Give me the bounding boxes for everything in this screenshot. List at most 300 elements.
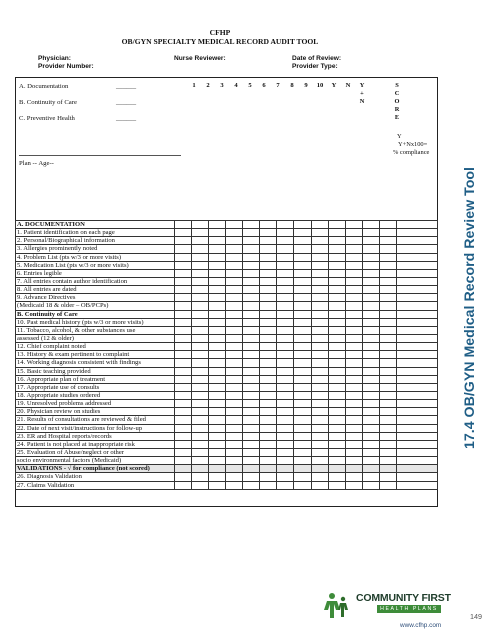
check-cell[interactable]	[345, 400, 362, 408]
check-cell[interactable]	[243, 465, 260, 473]
check-cell[interactable]	[311, 269, 328, 277]
check-cell[interactable]	[277, 440, 294, 448]
check-cell[interactable]	[345, 261, 362, 269]
check-cell[interactable]	[192, 465, 209, 473]
check-cell[interactable]	[328, 277, 345, 285]
check-cell[interactable]	[243, 440, 260, 448]
check-cell[interactable]	[328, 440, 345, 448]
check-cell[interactable]	[192, 457, 209, 465]
check-cell[interactable]	[328, 448, 345, 456]
check-cell[interactable]	[277, 408, 294, 416]
check-cell[interactable]	[328, 457, 345, 465]
score-cell[interactable]	[397, 326, 438, 334]
check-cell[interactable]	[311, 343, 328, 351]
check-cell[interactable]	[226, 326, 243, 334]
check-cell[interactable]	[379, 400, 396, 408]
check-cell[interactable]	[362, 400, 379, 408]
summary-continuity-blank[interactable]: ______	[116, 99, 137, 106]
check-cell[interactable]	[379, 221, 396, 229]
check-cell[interactable]	[192, 294, 209, 302]
check-cell[interactable]	[209, 432, 226, 440]
check-cell[interactable]	[260, 253, 277, 261]
check-cell[interactable]	[379, 318, 396, 326]
check-cell[interactable]	[209, 286, 226, 294]
check-cell[interactable]	[260, 416, 277, 424]
check-cell[interactable]	[311, 277, 328, 285]
check-cell[interactable]	[192, 269, 209, 277]
check-cell[interactable]	[345, 457, 362, 465]
check-cell[interactable]	[226, 375, 243, 383]
check-cell[interactable]	[379, 302, 396, 310]
check-cell[interactable]	[226, 391, 243, 399]
check-cell[interactable]	[379, 465, 396, 473]
check-cell[interactable]	[192, 416, 209, 424]
check-cell[interactable]	[362, 221, 379, 229]
check-cell[interactable]	[175, 408, 192, 416]
check-cell[interactable]	[226, 286, 243, 294]
check-cell[interactable]	[175, 261, 192, 269]
check-cell[interactable]	[226, 416, 243, 424]
check-cell[interactable]	[311, 318, 328, 326]
check-cell[interactable]	[311, 359, 328, 367]
check-cell[interactable]	[209, 343, 226, 351]
check-cell[interactable]	[379, 351, 396, 359]
check-cell[interactable]	[209, 383, 226, 391]
check-cell[interactable]	[345, 359, 362, 367]
check-cell[interactable]	[192, 400, 209, 408]
check-cell[interactable]	[226, 424, 243, 432]
check-cell[interactable]	[379, 286, 396, 294]
check-cell[interactable]	[243, 310, 260, 318]
score-cell[interactable]	[397, 383, 438, 391]
check-cell[interactable]	[175, 221, 192, 229]
check-cell[interactable]	[362, 310, 379, 318]
score-cell[interactable]	[397, 343, 438, 351]
check-cell[interactable]	[328, 416, 345, 424]
check-cell[interactable]	[294, 359, 311, 367]
check-cell[interactable]	[362, 351, 379, 359]
check-cell[interactable]	[226, 253, 243, 261]
check-cell[interactable]	[226, 334, 243, 342]
check-cell[interactable]	[379, 359, 396, 367]
check-cell[interactable]	[362, 391, 379, 399]
check-cell[interactable]	[175, 457, 192, 465]
check-cell[interactable]	[311, 481, 328, 489]
check-cell[interactable]	[328, 424, 345, 432]
check-cell[interactable]	[260, 351, 277, 359]
check-cell[interactable]	[345, 334, 362, 342]
check-cell[interactable]	[209, 269, 226, 277]
check-cell[interactable]	[311, 367, 328, 375]
check-cell[interactable]	[243, 391, 260, 399]
score-cell[interactable]	[397, 334, 438, 342]
check-cell[interactable]	[209, 221, 226, 229]
check-cell[interactable]	[226, 229, 243, 237]
check-cell[interactable]	[226, 481, 243, 489]
check-cell[interactable]	[243, 269, 260, 277]
check-cell[interactable]	[362, 416, 379, 424]
check-cell[interactable]	[345, 277, 362, 285]
check-cell[interactable]	[243, 334, 260, 342]
check-cell[interactable]	[260, 343, 277, 351]
check-cell[interactable]	[175, 351, 192, 359]
check-cell[interactable]	[311, 302, 328, 310]
check-cell[interactable]	[311, 261, 328, 269]
check-cell[interactable]	[328, 294, 345, 302]
check-cell[interactable]	[209, 334, 226, 342]
check-cell[interactable]	[294, 448, 311, 456]
check-cell[interactable]	[243, 416, 260, 424]
check-cell[interactable]	[328, 408, 345, 416]
check-cell[interactable]	[379, 294, 396, 302]
check-cell[interactable]	[260, 408, 277, 416]
check-cell[interactable]	[277, 448, 294, 456]
score-cell[interactable]	[397, 416, 438, 424]
check-cell[interactable]	[192, 237, 209, 245]
check-cell[interactable]	[362, 245, 379, 253]
check-cell[interactable]	[379, 367, 396, 375]
check-cell[interactable]	[260, 310, 277, 318]
summary-documentation-blank[interactable]: ______	[116, 83, 137, 90]
check-cell[interactable]	[311, 473, 328, 481]
check-cell[interactable]	[260, 457, 277, 465]
check-cell[interactable]	[311, 229, 328, 237]
check-cell[interactable]	[175, 481, 192, 489]
check-cell[interactable]	[175, 465, 192, 473]
check-cell[interactable]	[226, 408, 243, 416]
check-cell[interactable]	[294, 261, 311, 269]
check-cell[interactable]	[226, 448, 243, 456]
check-cell[interactable]	[192, 326, 209, 334]
check-cell[interactable]	[192, 408, 209, 416]
check-cell[interactable]	[379, 310, 396, 318]
check-cell[interactable]	[345, 343, 362, 351]
check-cell[interactable]	[311, 221, 328, 229]
check-cell[interactable]	[328, 261, 345, 269]
check-cell[interactable]	[209, 351, 226, 359]
check-cell[interactable]	[209, 481, 226, 489]
check-cell[interactable]	[311, 375, 328, 383]
check-cell[interactable]	[243, 359, 260, 367]
check-cell[interactable]	[260, 294, 277, 302]
check-cell[interactable]	[175, 237, 192, 245]
check-cell[interactable]	[209, 237, 226, 245]
check-cell[interactable]	[226, 400, 243, 408]
score-cell[interactable]	[397, 367, 438, 375]
score-cell[interactable]	[397, 359, 438, 367]
score-cell[interactable]	[397, 465, 438, 473]
check-cell[interactable]	[345, 253, 362, 261]
check-cell[interactable]	[175, 440, 192, 448]
check-cell[interactable]	[379, 375, 396, 383]
check-cell[interactable]	[175, 326, 192, 334]
check-cell[interactable]	[379, 440, 396, 448]
check-cell[interactable]	[345, 408, 362, 416]
check-cell[interactable]	[175, 269, 192, 277]
check-cell[interactable]	[294, 465, 311, 473]
check-cell[interactable]	[362, 237, 379, 245]
check-cell[interactable]	[379, 269, 396, 277]
check-cell[interactable]	[226, 261, 243, 269]
check-cell[interactable]	[226, 457, 243, 465]
summary-preventive-blank[interactable]: ______	[116, 115, 137, 122]
check-cell[interactable]	[192, 334, 209, 342]
check-cell[interactable]	[243, 221, 260, 229]
score-cell[interactable]	[397, 310, 438, 318]
check-cell[interactable]	[328, 400, 345, 408]
check-cell[interactable]	[345, 310, 362, 318]
check-cell[interactable]	[294, 294, 311, 302]
check-cell[interactable]	[260, 359, 277, 367]
check-cell[interactable]	[175, 416, 192, 424]
check-cell[interactable]	[277, 416, 294, 424]
check-cell[interactable]	[379, 424, 396, 432]
check-cell[interactable]	[328, 229, 345, 237]
check-cell[interactable]	[379, 237, 396, 245]
score-cell[interactable]	[397, 294, 438, 302]
check-cell[interactable]	[260, 473, 277, 481]
check-cell[interactable]	[175, 302, 192, 310]
check-cell[interactable]	[345, 302, 362, 310]
check-cell[interactable]	[192, 351, 209, 359]
check-cell[interactable]	[277, 318, 294, 326]
check-cell[interactable]	[362, 408, 379, 416]
check-cell[interactable]	[226, 383, 243, 391]
check-cell[interactable]	[311, 465, 328, 473]
score-cell[interactable]	[397, 408, 438, 416]
check-cell[interactable]	[192, 286, 209, 294]
check-cell[interactable]	[260, 383, 277, 391]
check-cell[interactable]	[294, 440, 311, 448]
check-cell[interactable]	[311, 416, 328, 424]
check-cell[interactable]	[311, 424, 328, 432]
check-cell[interactable]	[294, 277, 311, 285]
check-cell[interactable]	[294, 229, 311, 237]
check-cell[interactable]	[209, 245, 226, 253]
check-cell[interactable]	[294, 253, 311, 261]
check-cell[interactable]	[260, 465, 277, 473]
check-cell[interactable]	[277, 383, 294, 391]
check-cell[interactable]	[260, 261, 277, 269]
check-cell[interactable]	[379, 253, 396, 261]
check-cell[interactable]	[226, 294, 243, 302]
check-cell[interactable]	[362, 473, 379, 481]
check-cell[interactable]	[362, 448, 379, 456]
check-cell[interactable]	[243, 253, 260, 261]
check-cell[interactable]	[260, 245, 277, 253]
check-cell[interactable]	[294, 343, 311, 351]
check-cell[interactable]	[192, 277, 209, 285]
check-cell[interactable]	[192, 367, 209, 375]
check-cell[interactable]	[379, 383, 396, 391]
check-cell[interactable]	[294, 318, 311, 326]
check-cell[interactable]	[379, 432, 396, 440]
check-cell[interactable]	[243, 448, 260, 456]
check-cell[interactable]	[379, 261, 396, 269]
check-cell[interactable]	[379, 229, 396, 237]
check-cell[interactable]	[345, 383, 362, 391]
check-cell[interactable]	[209, 391, 226, 399]
check-cell[interactable]	[226, 473, 243, 481]
check-cell[interactable]	[277, 261, 294, 269]
check-cell[interactable]	[277, 245, 294, 253]
check-cell[interactable]	[328, 286, 345, 294]
check-cell[interactable]	[192, 375, 209, 383]
check-cell[interactable]	[192, 448, 209, 456]
check-cell[interactable]	[260, 302, 277, 310]
check-cell[interactable]	[175, 359, 192, 367]
check-cell[interactable]	[379, 473, 396, 481]
check-cell[interactable]	[277, 473, 294, 481]
check-cell[interactable]	[362, 253, 379, 261]
check-cell[interactable]	[379, 408, 396, 416]
check-cell[interactable]	[362, 383, 379, 391]
check-cell[interactable]	[192, 424, 209, 432]
check-cell[interactable]	[345, 286, 362, 294]
check-cell[interactable]	[345, 294, 362, 302]
check-cell[interactable]	[243, 302, 260, 310]
check-cell[interactable]	[294, 286, 311, 294]
check-cell[interactable]	[209, 253, 226, 261]
check-cell[interactable]	[311, 310, 328, 318]
check-cell[interactable]	[294, 237, 311, 245]
check-cell[interactable]	[209, 261, 226, 269]
check-cell[interactable]	[294, 400, 311, 408]
check-cell[interactable]	[277, 253, 294, 261]
check-cell[interactable]	[345, 448, 362, 456]
score-cell[interactable]	[397, 237, 438, 245]
check-cell[interactable]	[328, 367, 345, 375]
check-cell[interactable]	[243, 375, 260, 383]
check-cell[interactable]	[277, 310, 294, 318]
check-cell[interactable]	[226, 269, 243, 277]
score-cell[interactable]	[397, 457, 438, 465]
check-cell[interactable]	[243, 473, 260, 481]
check-cell[interactable]	[209, 408, 226, 416]
check-cell[interactable]	[175, 448, 192, 456]
check-cell[interactable]	[209, 416, 226, 424]
check-cell[interactable]	[345, 221, 362, 229]
check-cell[interactable]	[277, 269, 294, 277]
check-cell[interactable]	[192, 302, 209, 310]
score-cell[interactable]	[397, 286, 438, 294]
check-cell[interactable]	[209, 440, 226, 448]
check-cell[interactable]	[226, 221, 243, 229]
check-cell[interactable]	[209, 302, 226, 310]
check-cell[interactable]	[294, 269, 311, 277]
check-cell[interactable]	[226, 440, 243, 448]
check-cell[interactable]	[277, 237, 294, 245]
check-cell[interactable]	[294, 383, 311, 391]
check-cell[interactable]	[175, 253, 192, 261]
check-cell[interactable]	[243, 424, 260, 432]
check-cell[interactable]	[175, 400, 192, 408]
check-cell[interactable]	[362, 440, 379, 448]
check-cell[interactable]	[311, 408, 328, 416]
check-cell[interactable]	[379, 457, 396, 465]
check-cell[interactable]	[328, 269, 345, 277]
check-cell[interactable]	[294, 457, 311, 465]
check-cell[interactable]	[192, 391, 209, 399]
check-cell[interactable]	[345, 237, 362, 245]
check-cell[interactable]	[362, 294, 379, 302]
check-cell[interactable]	[328, 383, 345, 391]
check-cell[interactable]	[379, 277, 396, 285]
check-cell[interactable]	[226, 302, 243, 310]
check-cell[interactable]	[328, 465, 345, 473]
check-cell[interactable]	[277, 457, 294, 465]
check-cell[interactable]	[243, 351, 260, 359]
check-cell[interactable]	[209, 473, 226, 481]
check-cell[interactable]	[294, 310, 311, 318]
check-cell[interactable]	[226, 343, 243, 351]
check-cell[interactable]	[294, 391, 311, 399]
check-cell[interactable]	[260, 286, 277, 294]
check-cell[interactable]	[311, 326, 328, 334]
score-cell[interactable]	[397, 424, 438, 432]
check-cell[interactable]	[209, 375, 226, 383]
check-cell[interactable]	[192, 318, 209, 326]
check-cell[interactable]	[260, 334, 277, 342]
check-cell[interactable]	[260, 367, 277, 375]
check-cell[interactable]	[243, 229, 260, 237]
check-cell[interactable]	[209, 359, 226, 367]
check-cell[interactable]	[277, 367, 294, 375]
check-cell[interactable]	[243, 245, 260, 253]
check-cell[interactable]	[243, 367, 260, 375]
check-cell[interactable]	[260, 221, 277, 229]
check-cell[interactable]	[192, 229, 209, 237]
check-cell[interactable]	[362, 269, 379, 277]
check-cell[interactable]	[362, 424, 379, 432]
check-cell[interactable]	[294, 424, 311, 432]
check-cell[interactable]	[243, 432, 260, 440]
check-cell[interactable]	[226, 432, 243, 440]
check-cell[interactable]	[226, 351, 243, 359]
check-cell[interactable]	[243, 343, 260, 351]
check-cell[interactable]	[362, 343, 379, 351]
score-cell[interactable]	[397, 277, 438, 285]
check-cell[interactable]	[362, 261, 379, 269]
check-cell[interactable]	[243, 481, 260, 489]
check-cell[interactable]	[311, 400, 328, 408]
check-cell[interactable]	[175, 245, 192, 253]
check-cell[interactable]	[294, 481, 311, 489]
check-cell[interactable]	[328, 253, 345, 261]
score-cell[interactable]	[397, 318, 438, 326]
check-cell[interactable]	[243, 286, 260, 294]
check-cell[interactable]	[362, 326, 379, 334]
check-cell[interactable]	[209, 310, 226, 318]
check-cell[interactable]	[243, 408, 260, 416]
check-cell[interactable]	[260, 269, 277, 277]
check-cell[interactable]	[345, 440, 362, 448]
check-cell[interactable]	[379, 448, 396, 456]
check-cell[interactable]	[328, 302, 345, 310]
score-cell[interactable]	[397, 229, 438, 237]
check-cell[interactable]	[294, 473, 311, 481]
check-cell[interactable]	[209, 326, 226, 334]
check-cell[interactable]	[277, 351, 294, 359]
check-cell[interactable]	[362, 286, 379, 294]
check-cell[interactable]	[345, 465, 362, 473]
check-cell[interactable]	[209, 318, 226, 326]
check-cell[interactable]	[345, 245, 362, 253]
check-cell[interactable]	[328, 318, 345, 326]
check-cell[interactable]	[175, 310, 192, 318]
check-cell[interactable]	[226, 367, 243, 375]
check-cell[interactable]	[277, 359, 294, 367]
